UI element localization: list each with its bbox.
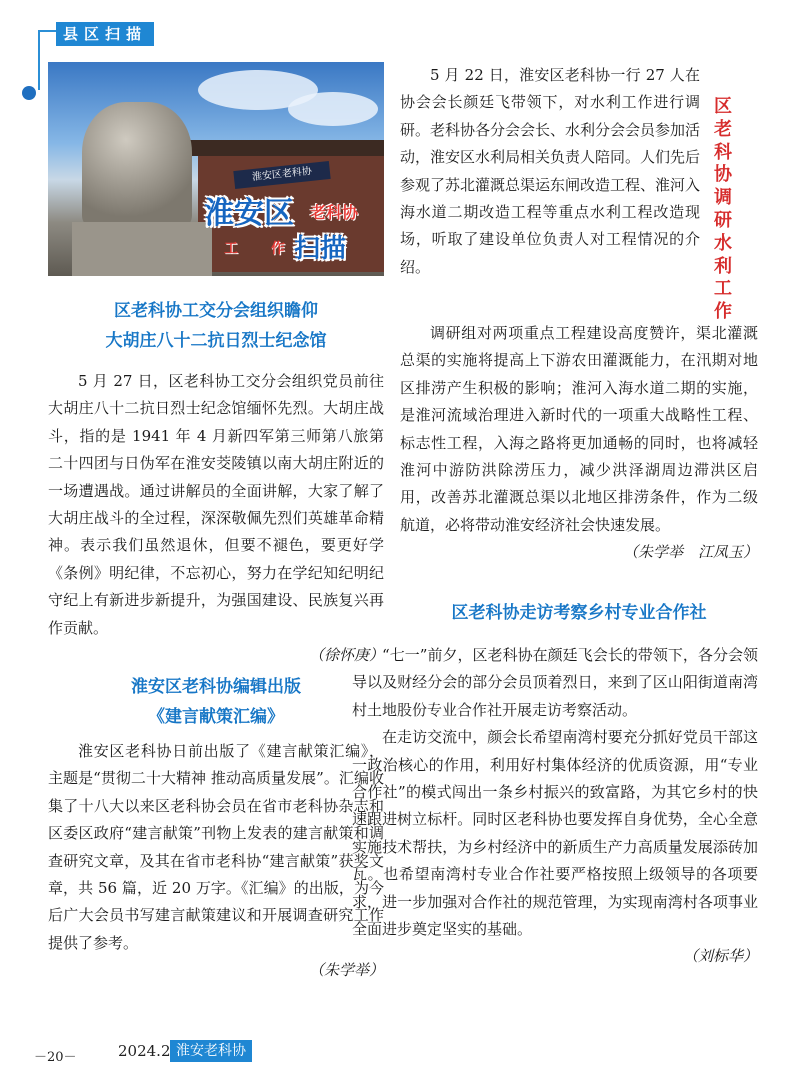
article3-paragraph-2: 调研组对两项重点工程建设高度赞许，渠北灌溉总渠的实施将提高上下游农田灌溉能力，在汛期对地区排涝产生积极的影响；淮河入海水道二期的实施，是淮河流域治理进入新时代的一项重大战略性工程、标志性工程，入海之路将更加通畅的同时，也将减轻淮河中游防洪除涝压力，减少洪泽湖周边滞洪区启用，改善苏北灌溉总渠以北地区排涝条件，作为二级航道，必将带动淮安经济社会快速发展。 — [400, 324, 758, 534]
banner-title-work: 工 作 — [224, 241, 299, 257]
article1-paragraph: 5 月 27 日，区老科协工交分会组织党员前往大胡庄八十二抗日烈士纪念馆缅怀先烈。大胡庄战斗，指的是 1941 年 4 月新四军第三师第八旅第二十四团与日伪军在淮安茭陵镇以南大胡庄附近的一场遭遇战。通过讲解员的全面讲解，大家了解了大胡庄战斗的全过程，深深敬佩先烈们英雄革命精神。表示我们虽然退休，但要不褪色，要更好学《条例》明纪律，不忘初心，努力在学纪知纪明纪守纪上有新进步新提升，为强国建设、民族复兴再作贡献。 — [48, 372, 384, 637]
article4-title: 区老科协走访考察乡村专业合作社 — [451, 603, 707, 623]
article4-author: （刘标华） — [682, 947, 758, 966]
article1-title-line2: 大胡庄八十二抗日烈士纪念馆 — [105, 331, 327, 351]
article2-body — [48, 738, 384, 985]
article4-paragraph-2: 在走访交流中，颜会长希望南湾村要充分抓好党员干部这一政治核心的作用，利用好村集体经济的优质资源，用“专业合作社”的模式闯出一条乡村振兴的致富路，为其它乡村的快速跟进树立标杆。同时区老科协也要发挥自身优势，全心全意实施技术帮扶，为乡村经济中的新质生产力高质量发展添砖加瓦。也希望南湾村专业合作社要严格按照上级领导的各项要求，进一步加强对合作社的规范管理，为实现南湾村各项事业全面进步奠定坚实的基础。 — [352, 728, 758, 939]
article2-title-line2: 《建言献策汇编》 — [148, 707, 284, 727]
gate-sign: 淮安区老科协 — [233, 161, 330, 189]
banner-title-scan: 扫描 — [294, 234, 347, 264]
article1-author: （徐怀庚） — [308, 646, 384, 665]
article3-author: （朱学举 江凤玉） — [622, 543, 758, 562]
article3-body — [400, 320, 758, 567]
article3-intro — [400, 62, 700, 281]
gate-roof — [188, 140, 384, 156]
article2-title-line1: 淮安区老科协编辑出版 — [131, 677, 301, 697]
banner-title-org: 老科协 — [310, 203, 359, 222]
lion-plinth — [72, 222, 212, 276]
cloud — [288, 92, 378, 126]
banner-image — [48, 62, 384, 276]
section-label: 县区扫描 — [56, 22, 154, 46]
page-number: －20－ — [34, 1050, 77, 1065]
article2-author: （朱学举） — [308, 961, 384, 980]
banner-title-main: 淮安区 — [204, 196, 294, 231]
article2-paragraph: 淮安区老科协日前出版了《建言献策汇编》，主题是“贯彻二十大精神 推动高质量发展”。汇编收集了十八大以来区老科协会员在省市老科协杂志和区委区政府“建言献策”刊物上发表的建言献策和调查研究文章，及其在省市老科协“建言献策”获奖文章，共 56 篇，近 20 万字。《汇编》的出版，为今后广大会员书写建言献策建议和开展调查研究工作提供了参考。 — [48, 742, 384, 952]
article1-title — [48, 296, 384, 356]
article3-paragraph-1: 5 月 22 日，淮安区老科协一行 27 人在协会会长颜廷飞带领下，对水利工作进行调研。老科协各分会会长、水利分会会员参加活动，淮安区水利局相关负责人陪同。人们先后参观了苏北灌溉总渠运东闸改造工程、淮河入海水道二期改造工程等重点水利工程改造现场，听取了建设单位负责人对工程情况的介绍。 — [400, 66, 701, 276]
magazine-name: 淮安老科协 — [170, 1040, 252, 1062]
article2-title — [48, 672, 384, 732]
article4-paragraph-1: “七一”前夕，区老科协在颜廷飞会长的带领下，各分会领导以及财经分会的部分会员顶着烈日，来到了区山阳街道南湾村土地股份专业合作社开展走访考察活动。 — [352, 646, 758, 719]
header-dot — [22, 86, 36, 100]
article4-body — [352, 642, 758, 971]
issue-number: 2024.2 — [118, 1042, 171, 1060]
header-rule-vertical — [38, 30, 40, 90]
stone-lion — [82, 102, 192, 228]
article1-title-line1: 区老科协工交分会组织瞻仰 — [114, 301, 318, 321]
article3-vertical-title: 区老科协调研水利工作 — [714, 96, 732, 323]
article1-body — [48, 368, 384, 669]
